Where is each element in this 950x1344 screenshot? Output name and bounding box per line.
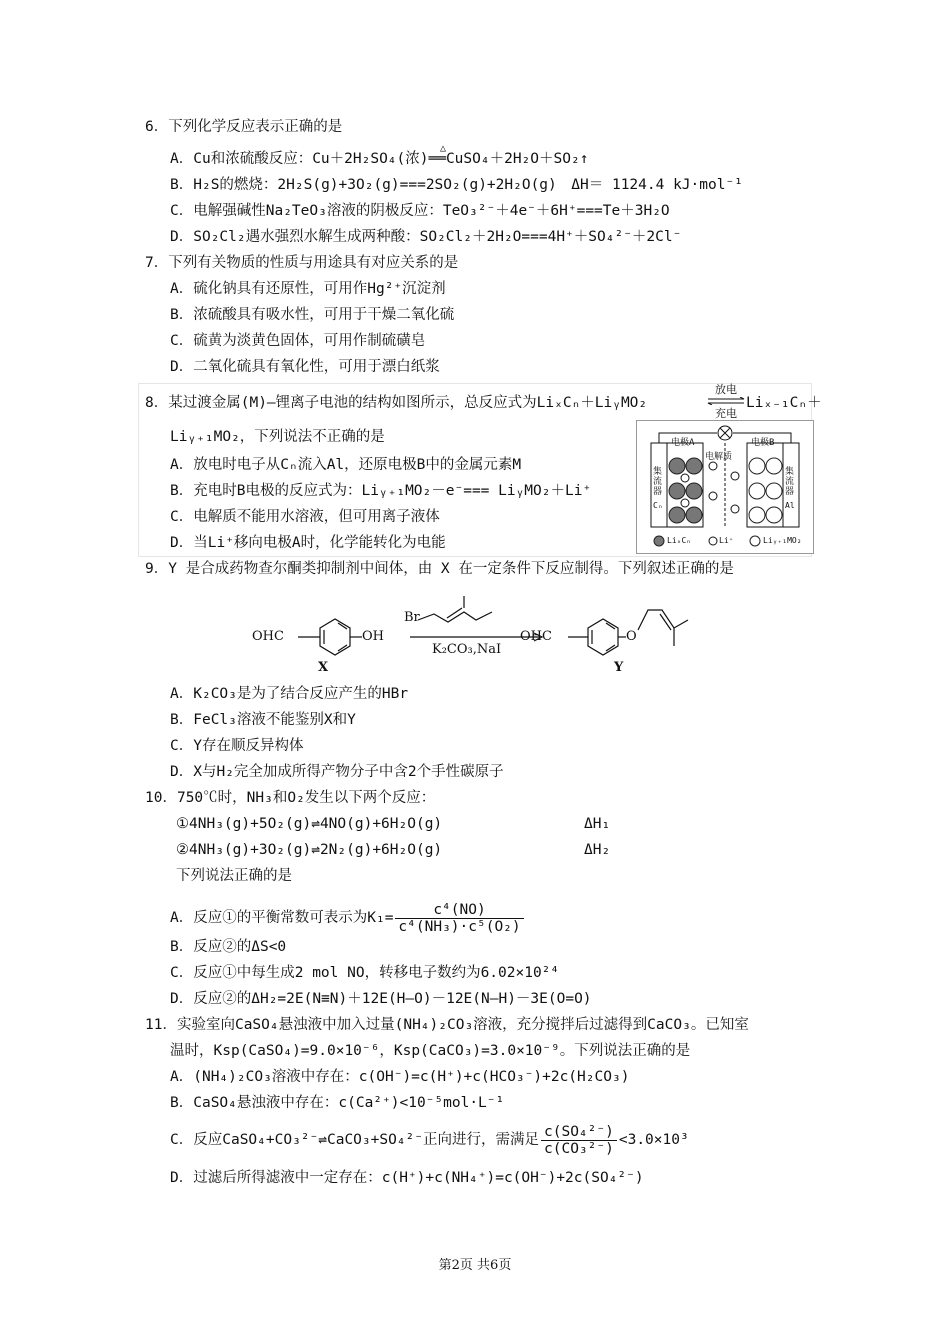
q11-option-d: D．过滤后所得滤液中一定存在：c(H⁺)+c(NH₄⁺)=c(OH⁻)+2c(SO₄²⁻) [170,1170,644,1186]
q6-option-a-text: A．Cu和浓硫酸反应：Cu＋2H₂SO₄(浓)══CuSO₄＋2H₂O＋SO₂↑ [170,151,589,167]
q8-option-a: A．放电时电子从Cₙ流入Al，还原电极B中的金属元素M [170,457,522,473]
q6-option-c: C．电解强碱性Na₂TeO₃溶液的阴极反应：TeO₃²⁻＋4e⁻＋6H⁺===Te＋3H₂O [170,203,670,219]
fig-electrolyte-label: 电解质 [705,452,733,462]
q11-fraction-numerator: c(SO₄²⁻) [541,1124,617,1141]
q6-option-b: B．H₂S的燃烧：2H₂S(g)+3O₂(g)===2SO₂(g)+2H₂O(g) ΔH＝ 1124.4 kJ·mol⁻¹ [170,177,743,193]
q10-option-b: B．反应②的ΔS<0 [170,939,287,955]
fig-legend-2: Li⁺ [719,536,734,545]
q8-option-d: D．当Li⁺移向电极A时，化学能转化为电能 [170,535,446,551]
q9-conditions: K₂CO₃,NaI [432,642,502,657]
fig-legend-3: Liᵧ₊₁MO₂ [763,536,802,545]
q8-arrow-bottom: 充电 [715,407,737,420]
q7-option-a: A．硫化钠具有还原性，可用作Hg²⁺沉淀剂 [170,281,446,297]
fig-electrode-a-label: 电极A [671,438,695,448]
q10-stem: 10．750℃时，NH₃和O₂发生以下两个反应： [145,790,436,806]
q8-arrow [706,384,746,420]
q10-option-a-text: A．反应①的平衡常数可表示为K₁= [170,910,394,926]
q8-option-c: C．电解质不能用水溶液，但可用离子液体 [170,509,440,525]
q6-option-a [170,149,588,169]
q11-option-c-text: C．反应CaSO₄+CO₃²⁻⇌CaCO₃+SO₄²⁻正向进行，需满足 [170,1132,540,1148]
q10-fraction-denominator: c⁴(NH₃)·c⁵(O₂) [398,918,521,935]
q6-stem: 6．下列化学反应表示正确的是 [145,119,343,135]
q6-heat-symbol: △ [440,143,447,154]
q11-stem-line2: 温时，Ksp(CaSO₄)=9.0×10⁻⁶，Ksp(CaCO₃)=3.0×10⁻⁹。下列说法正确的是 [170,1043,691,1059]
q11-option-a: A．(NH₄)₂CO₃溶液中存在：c(OH⁻)=c(H⁺)+c(HCO₃⁻)+2c(H₂CO₃) [170,1069,630,1085]
q9-label-y: Y [614,660,624,675]
fig-collector-left-sub: Cₙ [653,501,663,510]
q11-fraction-denominator: c(CO₃²⁻) [544,1140,614,1157]
q10-dh2: ΔH₂ [584,842,611,858]
page-footer: 第2页 共6页 [438,1258,512,1273]
q11-stem-line1: 11．实验室向CaSO₄悬浊液中加入过量(NH₄)₂CO₃溶液，充分搅拌后过滤得到CaCO₃。已知室 [145,1017,749,1033]
fig-collector-right-sub: Al [785,501,795,510]
q9-y-cho: OHC [520,629,552,644]
q7-option-d: D．二氧化硫具有氧化性，可用于漂白纸浆 [170,359,440,375]
q10-dh1: ΔH₁ [584,816,611,832]
fig-legend-1: LiₓCₙ [667,536,692,545]
q11-option-b: B．CaSO₄悬浊液中存在：c(Ca²⁺)<10⁻⁵mol·L⁻¹ [170,1095,505,1111]
q9-option-d: D．X与H₂完全加成所得产物分子中含2个手性碳原子 [170,764,504,780]
q10-option-a [170,900,526,936]
q7-option-c: C．硫黄为淡黄色固体，可用作制硫磺皂 [170,333,426,349]
fig-electrode-b-label: 电极B [751,438,775,448]
q10-fraction [395,902,523,935]
q10-reaction-1: ①4NH₃(g)+5O₂(g)⇌4NO(g)+6H₂O(g) [176,816,443,832]
q11-option-c [170,1122,689,1158]
q10-option-d: D．反应②的ΔH₂=2E(N≡N)＋12E(H—O)－12E(N—H)－3E(O=O) [170,991,592,1007]
q9-label-x: X [318,660,329,675]
q9-option-a: A．K₂CO₃是为了结合反应产生的HBr [170,686,409,702]
battery-figure [636,420,814,554]
fig-collector-left-label: 集流器 [653,467,663,497]
q9-y-o: O [626,629,637,644]
q9-stem: 9．Y 是合成药物查尔酮类抑制剂中间体，由 X 在一定条件下反应制得。下列叙述正确的是 [145,561,734,577]
q8-stem-line1: 8．某过渡金属(M)—锂离子电池的结构如图所示，总反应式为LiₓCₙ＋LiᵧMO₂ [145,395,648,411]
q8-option-b: B．充电时B电极的反应式为：Liᵧ₊₁MO₂－e⁻=== LiᵧMO₂＋Li⁺ [170,483,592,499]
q11-option-c-tail: <3.0×10³ [618,1132,689,1148]
q10-stem-2: 下列说法正确的是 [176,868,292,884]
q10-fraction-numerator: c⁴(NO) [395,902,523,919]
q8-stem-tail: Liₓ₋₁Cₙ＋ [746,395,822,411]
q9-option-c: C．Y存在顺反异构体 [170,738,304,754]
q10-option-c: C．反应①中每生成2 mol NO，转移电子数约为6.02×10²⁴ [170,965,560,981]
q9-option-b: B．FeCl₃溶液不能鉴别X和Y [170,712,356,728]
q9-reagent-br: Br [404,610,420,625]
q8-stem-line2: Liᵧ₊₁MO₂，下列说法不正确的是 [170,429,385,445]
q7-option-b: B．浓硫酸具有吸水性，可用于干燥二氧化硫 [170,307,455,323]
q9-x-oh: OH [362,629,384,644]
q9-x-cho: OHC [252,629,284,644]
q11-fraction [541,1124,617,1157]
q8-reversible-arrow-icon [706,397,746,405]
q8-arrow-top: 放电 [715,383,737,396]
q10-reaction-2: ②4NH₃(g)+3O₂(g)⇌2N₂(g)+6H₂O(g) [176,842,443,858]
q7-stem: 7．下列有关物质的性质与用途具有对应关系的是 [145,255,459,271]
q6-option-d: D．SO₂Cl₂遇水强烈水解生成两种酸：SO₂Cl₂＋2H₂O===4H⁺＋SO₄²⁻＋2Cl⁻ [170,229,682,245]
fig-collector-right-label: 集流器 [785,467,795,497]
q9-reaction-scheme [250,588,710,680]
